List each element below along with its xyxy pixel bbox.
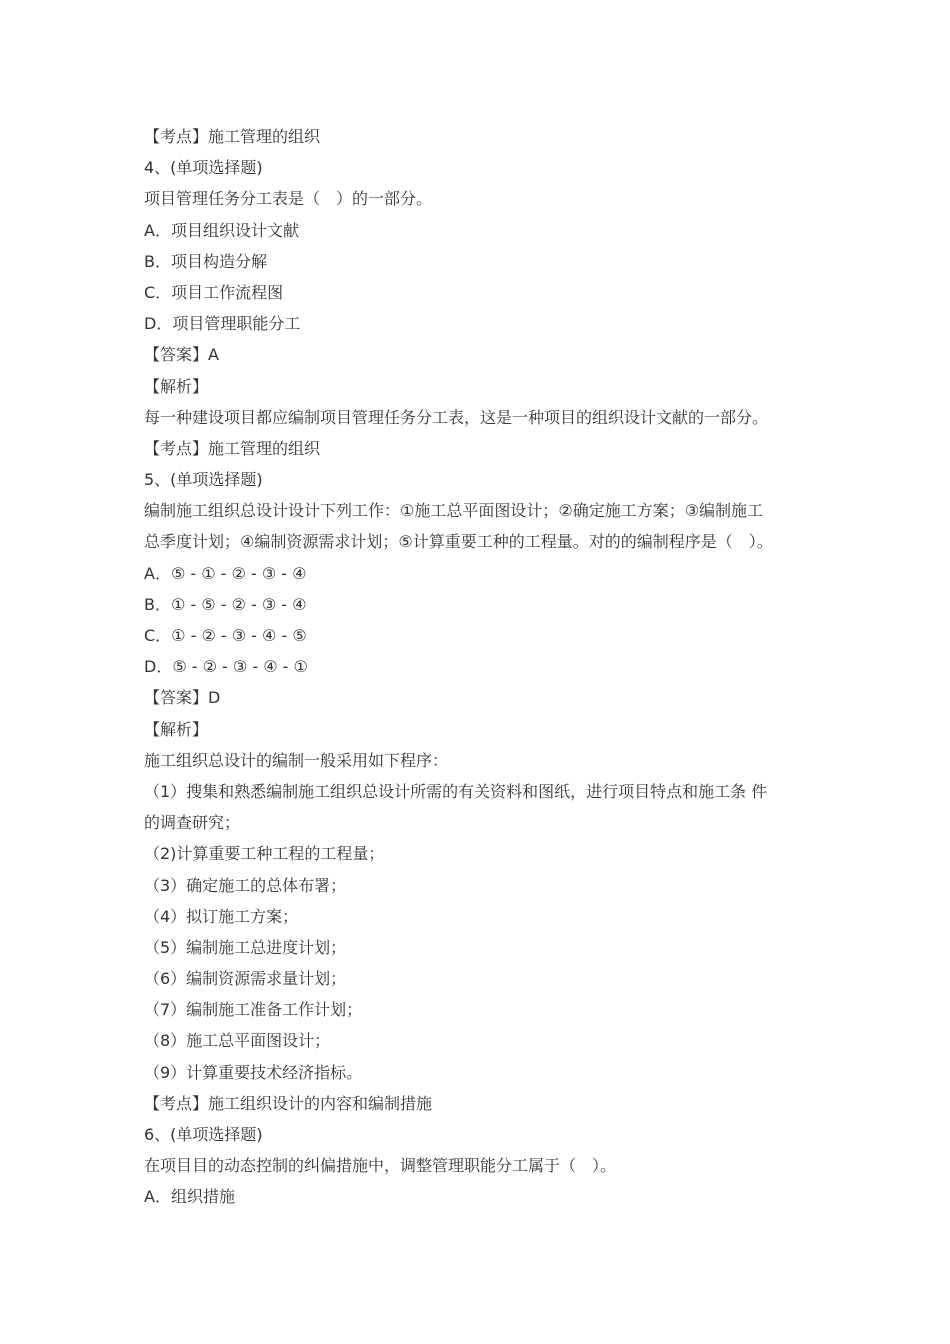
procedure-step-3: （3）确定施工的总体布署； [144, 875, 347, 895]
option-b: B．① - ⑤ - ② - ③ - ④ [144, 594, 307, 614]
question-stem: 项目管理任务分工表是（ ）的一部分。 [144, 189, 433, 209]
analysis-heading: 【解析】 [144, 719, 209, 739]
option-a: A．⑤ - ① - ② - ③ - ④ [144, 563, 307, 583]
option-c: C．① - ② - ③ - ④ - ⑤ [144, 626, 307, 645]
option-d: D．⑤ - ② - ③ - ④ - ① [144, 657, 308, 677]
procedure-step-7: （7）编制施工准备工作计划； [144, 1000, 363, 1020]
answer-line: 【答案】A [144, 345, 219, 365]
question-stem: 编制施工组织总设计设计下列工作：①施工总平面图设计；②确定施工方案；③编制施工 [144, 501, 764, 521]
option-d: D．项目管理职能分工 [144, 314, 301, 334]
procedure-step-6: （6）编制资源需求量计划； [144, 969, 347, 989]
procedure-step-2: （2)计算重要工种工程的工程量； [144, 844, 385, 864]
analysis-text: 每一种建设项目都应编制项目管理任务分工表，这是一种项目的组织设计文献的一部分。 [144, 407, 769, 427]
procedure-step-4: （4）拟订施工方案； [144, 906, 299, 926]
option-c: C．项目工作流程图 [144, 282, 284, 302]
topic-line: 【考点】施工管理的组织 [144, 127, 321, 146]
procedure-step-9: （9）计算重要技术经济指标。 [144, 1062, 363, 1082]
procedure-step-5: （5）编制施工总进度计划； [144, 937, 347, 957]
question-stem-continued: 总季度计划；④编制资源需求计划；⑤计算重要工种的工程量。对的的编制程序是（ ）。 [144, 532, 773, 552]
question-number: 6、(单项选择题) [144, 1125, 263, 1144]
question-number: 5、(单项选择题) [144, 470, 263, 490]
procedure-step-1-continued: 的调查研究； [144, 813, 241, 833]
option-b: B．项目构造分解 [144, 251, 267, 271]
topic-line: 【考点】施工管理的组织 [144, 438, 321, 458]
procedure-step-8: （8）施工总平面图设计； [144, 1031, 331, 1051]
document-body [144, 121, 824, 1213]
option-a: A．项目组织设计文献 [144, 220, 299, 240]
procedure-step-1: （1）搜集和熟悉编制施工组织总设计所需的有关资料和图纸，进行项目特点和施工条 件 [144, 781, 768, 801]
answer-line: 【答案】D [144, 688, 221, 708]
analysis-heading: 【解析】 [144, 376, 209, 396]
question-number: 4、(单项选择题) [144, 158, 263, 178]
analysis-text: 施工组织总设计的编制一般采用如下程序： [144, 750, 449, 770]
question-stem: 在项目目的动态控制的纠偏措施中，调整管理职能分工属于（ ）。 [144, 1156, 617, 1176]
topic-line: 【考点】施工组织设计的内容和编制措施 [144, 1093, 433, 1113]
option-a: A．组织措施 [144, 1187, 235, 1207]
